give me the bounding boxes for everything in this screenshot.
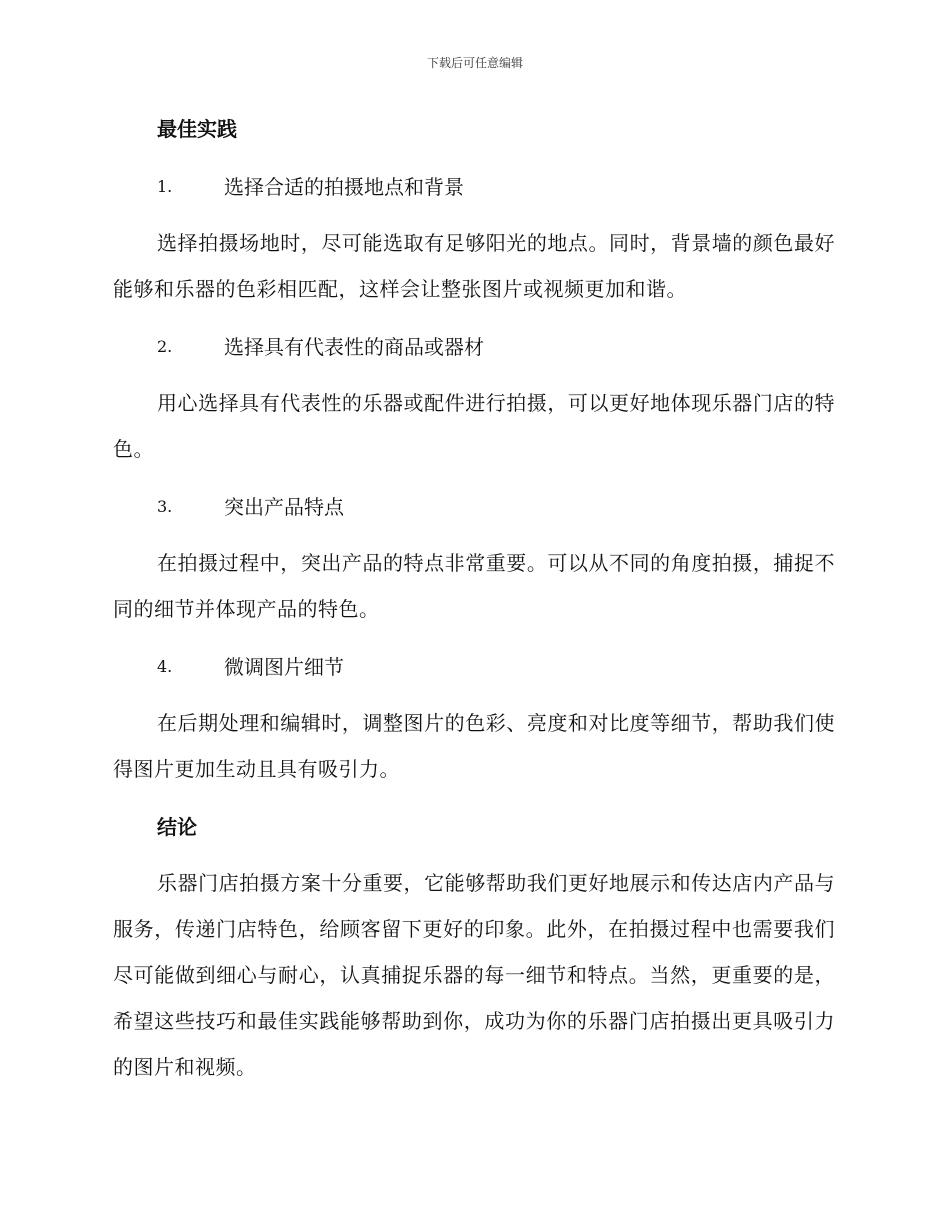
list-item-1 — [113, 170, 835, 204]
paragraph-4: 在后期处理和编辑时，调整图片的色彩、亮度和对比度等细节，帮助我们使得图片更加生动且具有吸引力。 — [113, 711, 835, 781]
best-practice-heading: 最佳实践 — [157, 117, 237, 141]
list-number: 4. — [157, 657, 173, 676]
list-number: 1. — [157, 177, 173, 196]
conclusion-heading: 结论 — [157, 815, 197, 839]
list-number: 2. — [157, 337, 173, 356]
list-item-2 — [113, 330, 835, 364]
list-number: 3. — [157, 497, 173, 516]
header-note: 下载后可任意编辑 — [426, 56, 523, 70]
list-item-4 — [113, 650, 835, 684]
paragraph-1: 选择拍摄场地时，尽可能选取有足够阳光的地点。同时，背景墙的颜色最好能够和乐器的色彩相匹配，这样会让整张图片或视频更加和谐。 — [113, 231, 835, 301]
list-title: 突出产品特点 — [224, 495, 344, 519]
paragraph-2: 用心选择具有代表性的乐器或配件进行拍摄，可以更好地体现乐器门店的特色。 — [113, 391, 835, 461]
document-body — [113, 112, 835, 1090]
paragraph-3: 在拍摄过程中，突出产品的特点非常重要。可以从不同的角度拍摄，捕捉不同的细节并体现产品的特色。 — [113, 551, 835, 621]
list-title: 选择合适的拍摄地点和背景 — [224, 175, 464, 199]
list-title: 选择具有代表性的商品或器材 — [224, 335, 484, 359]
conclusion-paragraph: 乐器门店拍摄方案十分重要，它能够帮助我们更好地展示和传达店内产品与服务，传递门店特色，给顾客留下更好的印象。此外，在拍摄过程中也需要我们尽可能做到细心与耐心，认真捕捉乐器的每一细节和特点。当然，更重要的是，希望这些技巧和最佳实践能够帮助到你，成功为你的乐器门店拍摄出更具吸引力的图片和视频。 — [113, 871, 835, 1079]
list-item-3 — [113, 490, 835, 524]
list-title: 微调图片细节 — [224, 655, 344, 679]
